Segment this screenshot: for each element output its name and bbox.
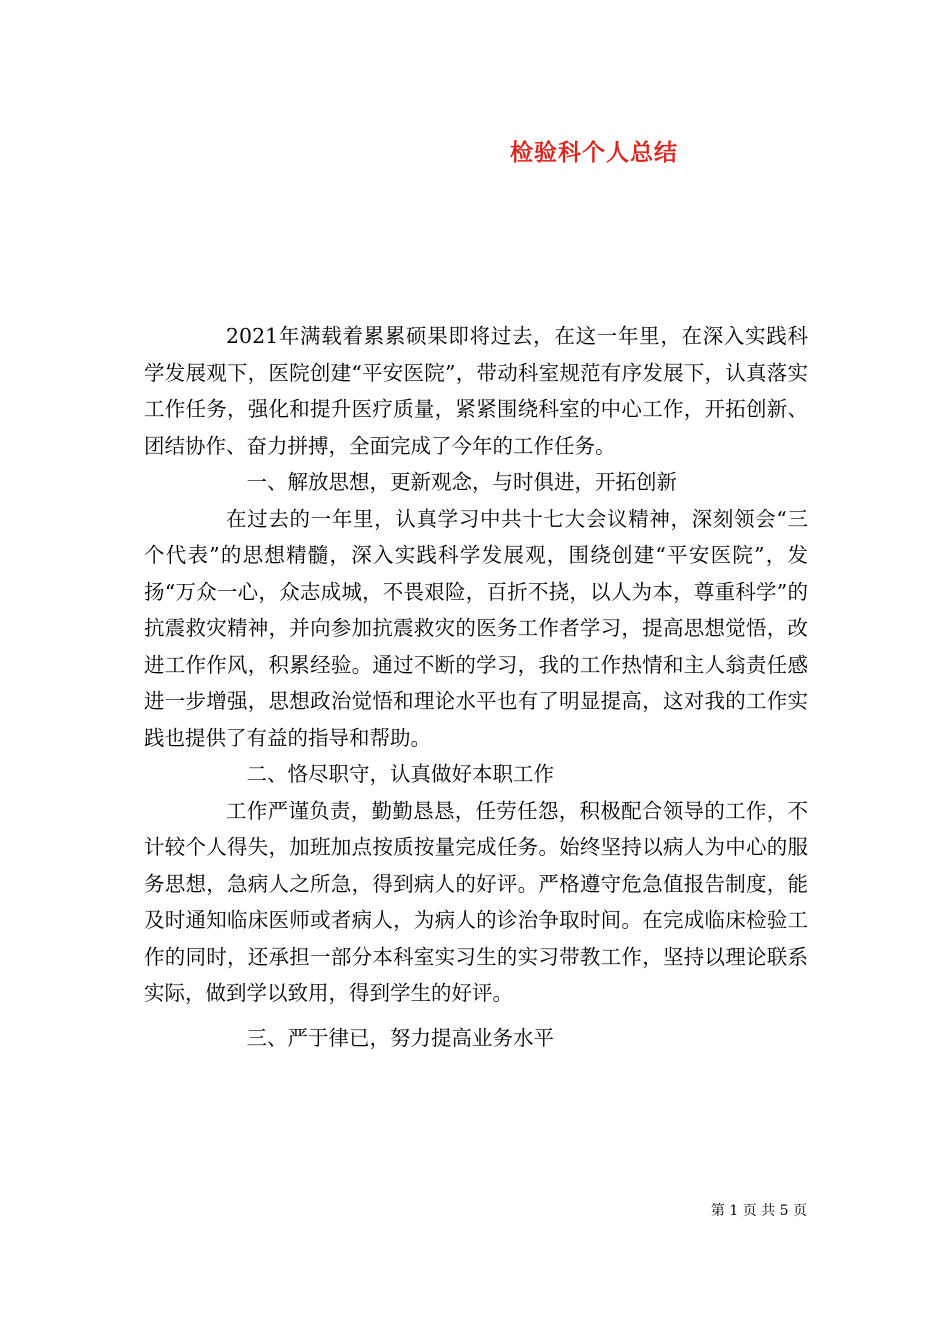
paragraph-section-2: 工作严谨负责，勤勤恳恳，任劳任怨，积极配合领导的工作，不计较个人得失，加班加点按质按量完成任务。始终坚持以病人为中心的服务思想，急病人之所急，得到病人的好评。严格遵守危急值报告制度，能及时通知临床医师或者病人，为病人的诊治争取时间。在完成临床检验工作的同时，还承担一部分本科室实习生的实习带教工作，坚持以理论联系实际，做到学以致用，得到学生的好评。 <box>144 798 808 1005</box>
paragraph-intro: 2021年满载着累累硕果即将过去，在这一年里，在深入实践科学发展观下，医院创建“平安医院”，带动科室规范有序发展下，认真落实工作任务，强化和提升医疗质量，紧紧围绕科室的中心工作，开拓创新、团结协作、奋力拼搏，全面完成了今年的工作任务。 <box>144 324 808 458</box>
document-body <box>144 318 808 1056</box>
section-heading-1: 一、解放思想，更新观念，与时俱进，开拓创新 <box>246 470 677 494</box>
section-heading-3: 三、严于律已，努力提高业务水平 <box>246 1025 554 1050</box>
document-title: 检验科个人总结 <box>510 139 678 166</box>
section-heading-2: 二、恪尽职守，认真做好本职工作 <box>246 762 554 786</box>
paragraph-section-1: 在过去的一年里，认真学习中共十七大会议精神，深刻领会“三个代表”的思想精髓，深入实践科学发展观，围绕创建“平安医院”，发扬“万众一心，众志成城，不畏艰险，百折不挠，以人为本，尊重科学”的抗震救灾精神，并向参加抗震救灾的医务工作者学习，提高思想觉悟，改进工作作风，积累经验。通过不断的学习，我的工作热情和主人翁责任感进一步增强，思想政治觉悟和理论水平也有了明显提高，这对我的工作实践也提供了有益的指导和帮助。 <box>144 506 808 750</box>
page-number-footer: 第 1 页 共 5 页 <box>710 1203 807 1219</box>
